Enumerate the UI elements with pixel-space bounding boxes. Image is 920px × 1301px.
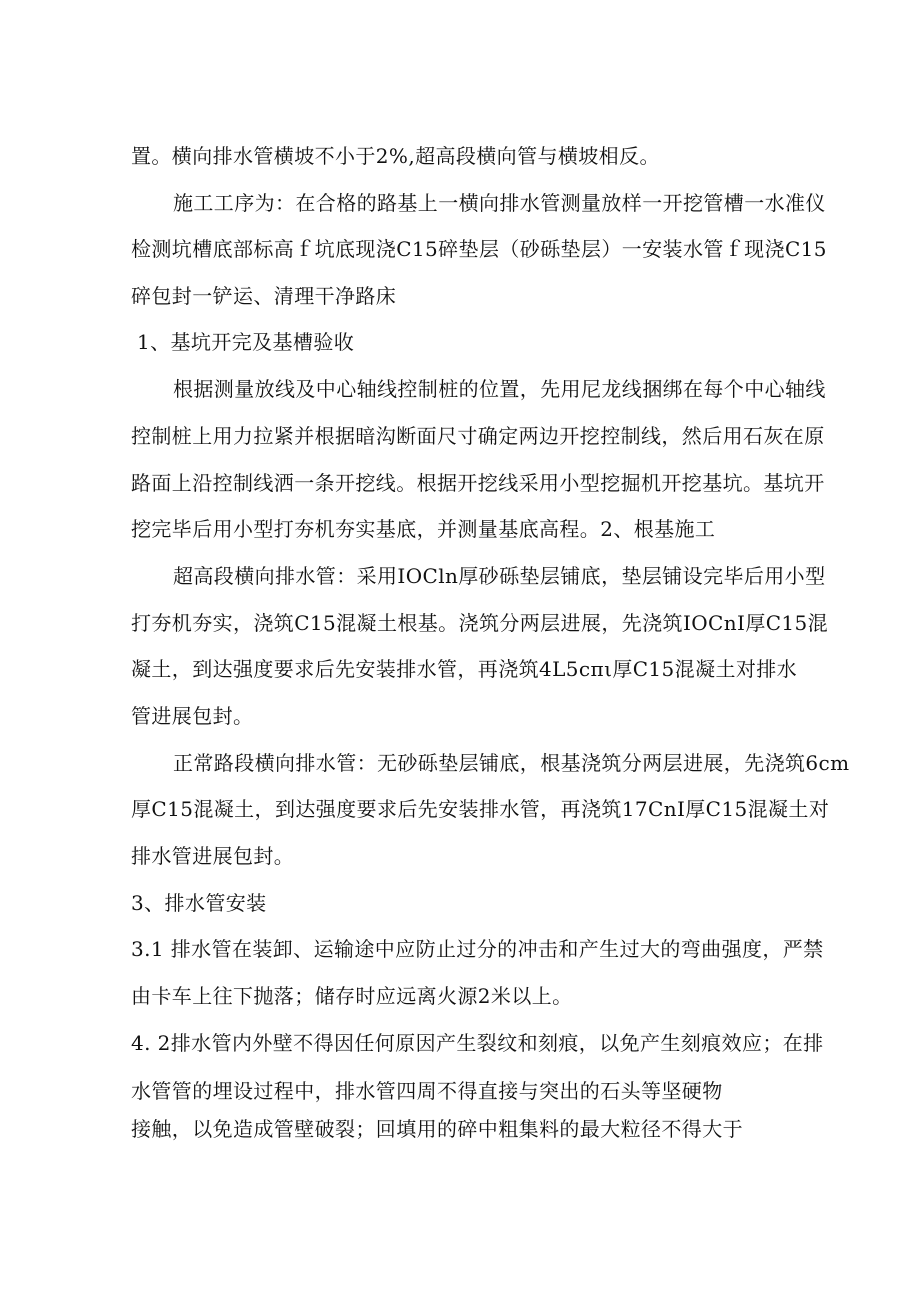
text-line: 3.1 排水管在装卸、运输途中应防止过分的冲击和产生过大的弯曲强度，严禁 [131,937,824,961]
text-line: 碎包封一铲运、清理干净路床 [131,284,397,308]
text-line: 置。横向排水管横坡不小于2%,超高段横向管与横坡相反。 [131,144,660,168]
text-line: 由卡车上往下抛落；储存时应远离火源2米以上。 [131,984,573,1008]
text-line: 施工工序为：在合格的路基上一横向排水管测量放样一开挖管槽一水准仪 [173,191,826,215]
text-line: 正常路段横向排水管：无砂砾垫层铺底，根基浇筑分两层进展，先浇筑6cm [173,751,850,775]
text-line: 检测坑槽底部标高ｆ坑底现浇C15碎垫层（砂砾垫层）一安装水管ｆ现浇C15 [131,237,827,261]
text-line: 厚C15混凝土，到达强度要求后先安装排水管，再浇筑17CnI厚C15混凝土对 [131,797,830,821]
text-line: 4. 2排水管内外壁不得因任何原因产生裂纹和刻痕，以免产生刻痕效应；在排 [131,1031,824,1055]
text-line: 打夯机夯实，浇筑C15混凝土根基。浇筑分两层进展，先浇筑IOCnI厚C15混 [131,611,829,635]
text-line: 超高段横向排水管：采用IOCln厚砂砾垫层铺底，垫层铺设完毕后用小型 [173,564,826,588]
text-line: 根据测量放线及中心轴线控制桩的位置，先用尼龙线捆绑在每个中心轴线 [173,377,826,401]
text-line: 排水管进展包封。 [131,844,295,868]
text-line: 水管管的埋设过程中，排水管四周不得直接与突出的石头等坚硬物 [131,1079,723,1103]
section-heading: 3、排水管安装 [131,891,267,915]
section-heading: 1、基坑开完及基槽验收 [137,330,355,354]
text-line: 路面上沿控制线洒一条开挖线。根据开挖线采用小型挖掘机开挖基坑。基坑开 [131,471,825,495]
text-line: 控制桩上用力拉紧并根据暗沟断面尺寸确定两边开挖控制线，然后用石灰在原 [131,424,825,448]
text-line: 管进展包封。 [131,704,254,728]
text-line: 挖完毕后用小型打夯机夯实基底，并测量基底高程。2、根基施工 [131,517,716,541]
text-line: 凝土，到达强度要求后先安装排水管，再浇筑4L5cπι厚C15混凝土对排水 [131,657,798,681]
text-line: 接触，以免造成管壁破裂；回填用的碎中粗集料的最大粒径不得大于 [131,1117,743,1141]
